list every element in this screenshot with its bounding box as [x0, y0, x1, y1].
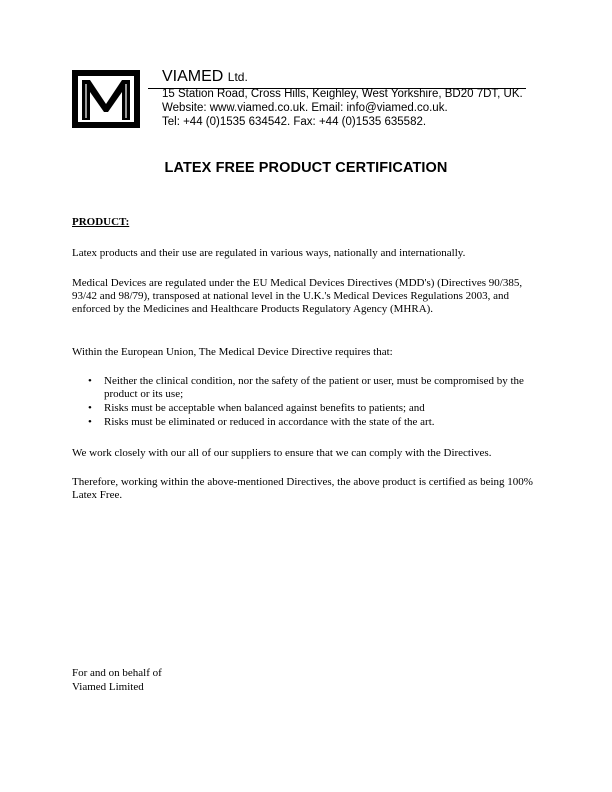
paragraph-certification: Therefore, working within the above-mentioned Directives, the above product is certified as being 100% Latex Free. — [72, 476, 533, 501]
list-item — [88, 375, 548, 401]
company-name — [162, 68, 248, 86]
logo-m-glyph — [76, 74, 136, 124]
list-item-text: Risks must be acceptable when balanced against benefits to patients; and — [104, 402, 425, 414]
signoff-company: Viamed Limited — [72, 681, 144, 693]
company-name-text: VIAMED — [162, 68, 224, 85]
paragraph-regulation-intro: Latex products and their use are regulated in various ways, nationally and internationally. — [72, 247, 466, 259]
company-address: 15 Station Road, Cross Hills, Keighley, West Yorkshire, BD20 7DT, UK. — [162, 88, 523, 100]
document-title: LATEX FREE PRODUCT CERTIFICATION — [164, 160, 448, 176]
bullet-icon: • — [88, 416, 92, 428]
company-web-email: Website: www.viamed.co.uk. Email: info@viamed.co.uk. — [162, 102, 448, 114]
list-item-text: Risks must be eliminated or reduced in accordance with the state of the art. — [104, 416, 435, 428]
requirements-list — [88, 375, 548, 430]
list-item-text: Neither the clinical condition, nor the safety of the patient or user, must be compromised by the product or its use; — [104, 375, 524, 400]
list-item — [88, 416, 548, 429]
section-heading: PRODUCT: — [72, 216, 130, 228]
paragraph-directive-requires: Within the European Union, The Medical Device Directive requires that: — [72, 346, 393, 358]
signoff-line: For and on behalf of — [72, 667, 162, 679]
bullet-icon: • — [88, 402, 92, 414]
viamed-logo-icon — [72, 70, 140, 128]
company-phone-fax: Tel: +44 (0)1535 634542. Fax: +44 (0)1535 635582. — [162, 116, 427, 128]
bullet-icon: • — [88, 375, 92, 387]
paragraph-medical-devices: Medical Devices are regulated under the EU Medical Devices Directives (MDD's) (Directives 90/385, 93/42 and 98/79), transposed at national level in the U.K.'s Medical Devices Regulations 2003, and enforced by the Medicines and Healthcare Products Regulatory Agency (MHRA). — [72, 277, 523, 315]
paragraph-suppliers: We work closely with our all of our suppliers to ensure that we can comply with the Directives. — [72, 447, 492, 459]
company-suffix: Ltd. — [227, 70, 248, 84]
list-item — [88, 402, 548, 415]
